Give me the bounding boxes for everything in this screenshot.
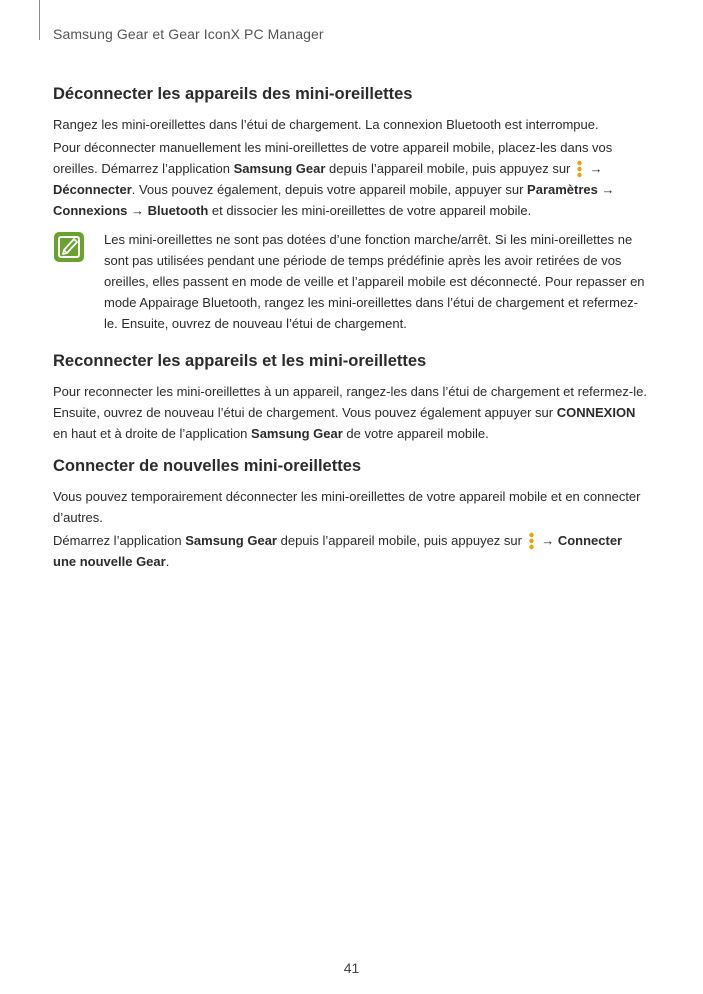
section-heading-reconnect: Reconnecter les appareils et les mini-oreillettes [53, 352, 427, 370]
more-options-icon [576, 160, 583, 178]
page-content [53, 84, 648, 574]
document-header-title: Samsung Gear et Gear IconX PC Manager [53, 26, 324, 42]
section-heading-disconnect: Déconnecter les appareils des mini-oreillettes [53, 85, 413, 103]
note-pencil-icon [53, 231, 85, 263]
note-text: Les mini-oreillettes ne sont pas dotées d’une fonction marche/arrêt. Si les mini-oreillettes ne sont pas utilisées pendant une période de temps prédéfinie après les avoir retirées de vos oreilles, elles passent en mode de veille et l’appareil mobile est déconnecté. Pour repasser en mode Appairage Bluetooth, rangez les mini-oreillettes dans l’étui de chargement et refermez-le. Ensuite, ouvrez de nouveau l’étui de chargement. [104, 232, 645, 331]
note-box [53, 229, 648, 334]
paragraph: Vous pouvez temporairement déconnecter les mini-oreillettes de votre appareil mobile et en connecter d’autres. [53, 489, 641, 525]
ui-term: Paramètres [527, 182, 598, 197]
paragraph: Démarrez l’application Samsung Gear depuis l’appareil mobile, puis appuyez sur → Connecter une nouvelle Gear. [53, 533, 623, 569]
ui-term: Samsung Gear [251, 426, 343, 441]
ui-term: Déconnecter [53, 182, 132, 197]
page-number: 41 [343, 960, 360, 976]
paragraph: Pour reconnecter les mini-oreillettes à un appareil, rangez-les dans l’étui de chargement et refermez-le. Ensuite, ouvrez de nouveau l’étui de chargement. Vous pouvez également appuyer sur CONNEXION en haut et à droite de l’application Samsung Gear de votre appareil mobile. [53, 384, 647, 441]
ui-term: Connecter une nouvelle Gear [53, 533, 623, 569]
ui-term: Samsung Gear [233, 161, 326, 176]
paragraph: Pour déconnecter manuellement les mini-oreillettes de votre appareil mobile, placez-les dans vos oreilles. Démarrez l’application Samsung Gear depuis l’appareil mobile, puis appuyez sur → Déconnecter. Vous pouvez également, depuis votre appareil mobile, appuyer sur Paramètres → Connexions → Bluetooth et dissocier les mini-oreillettes de votre appareil mobile. [53, 140, 615, 218]
ui-term: CONNEXION [556, 405, 636, 420]
header-rule [39, 0, 40, 40]
more-options-icon [528, 532, 535, 550]
section-heading-connect-new: Connecter de nouvelles mini-oreillettes [53, 457, 362, 475]
ui-term: Samsung Gear [185, 533, 277, 548]
paragraph: Rangez les mini-oreillettes dans l’étui de chargement. La connexion Bluetooth est interrompue. [53, 117, 599, 132]
ui-term: Bluetooth [147, 203, 209, 218]
ui-term: Connexions [53, 203, 128, 218]
